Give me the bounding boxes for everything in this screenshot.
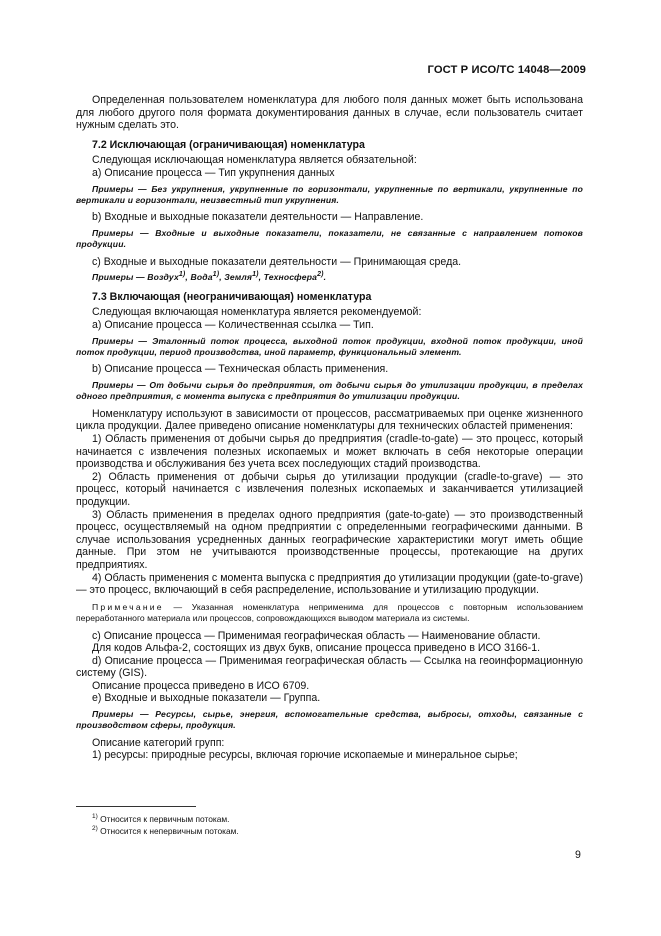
footnote-ref: 1) [212,271,220,279]
item-7-3-e: е) Входные и выходные показатели — Группа. [92,692,321,705]
section-7-3-lead: Следующая включающая номенклатура является рекомендуемой: [92,306,422,319]
example-7-3-a: Примеры — Эталонный поток процесса, выходной поток продукции, входной поток продукции, иной поток продукции, период производства, иной параметр, функциональный элемент. [76,335,583,357]
example-7-3-e: Примеры — Ресурсы, сырье, энергия, вспомогательные средства, выбросы, отходы, связанные с производством сферы, продукция. [76,709,583,731]
footnote-ref: 1) [252,271,259,279]
scope-item-3: 3) Область применения в пределах одного предприятия (gate-to-gate) — это производственный процесс, осуществляемый на одном предприятии с определенными географическими данными. В случае использования усредненных данных географические характеристики могут иметь общие данные. При этом не учитываются производственные процессы, протекающие на других предприятиях. [76,508,583,571]
note-paragraph [76,602,583,625]
item-7-3-d-text: Описание процесса приведено в ИСО 6709. [92,679,310,692]
scope-item-1: 1) Область применения от добычи сырья до предприятия (cradle-to-gate) — это процесс, который начинается с извлечения полезных ископаемых и может включать в себя некоторые операции производства и обслуживания без учета всех последующих стадий производства. [76,432,583,471]
example-prefix: Примеры — Воздух [92,272,179,283]
example-7-2-a: Примеры — Без укрупнения, укрупненные по горизонтали, укрупненные по вертикали, укрупненные по вертикали и горизонтали, неизвестный тип укрупнения. [76,183,583,205]
example-word: , Техносфера [258,272,318,283]
page-number: 9 [575,849,581,861]
footnote-text: Относится к первичным потокам. [100,814,230,824]
note-label: Примечание [92,601,164,612]
scope-item-2: 2) Область применения от добычи сырья до утилизации продукции (cradle-to-grave) — это процесс, который начинается с извлечения полезных ископаемых и заканчивается утилизацией продукции. [76,470,583,508]
item-7-3-d: d) Описание процесса — Применимая географическая область — Ссылка на геоинформационную систему (GIS). [76,654,583,680]
intro-paragraph: Определенная пользователем номенклатура для любого поля данных может быть использована для любого другого поля формата документирования данных в случае, если пользователь считает нужным сделать это. [76,94,583,132]
note-text: — Указанная номенклатура неприменима для процессов с повторным использованием переработанного материала или процессов, сопровождающихся выводом материала из системы. [76,601,583,624]
example-7-2-b: Примеры — Входные и выходные показатели, показатели, не связанные с направлением потоков продукции. [76,227,583,250]
footnote-separator [76,806,196,807]
footnote-1 [92,814,229,825]
groups-lead: Описание категорий групп: [92,736,225,749]
example-7-2-c [76,272,583,283]
example-7-3-b: Примеры — От добычи сырья до предприятия, от добычи сырья до утилизации продукции, в пределах одного предприятия, с момента выпуска с предприятия до утилизации продукции. [76,379,583,402]
example-end: . [323,272,327,283]
item-7-3-b: b) Описание процесса — Техническая область применения. [92,363,389,376]
item-7-3-c: с) Описание процесса — Применимая географическая область — Наименование области. [92,629,541,642]
footnote-text: Относится к непервичным потокам. [100,826,239,836]
section-7-2-lead: Следующая исключающая номенклатура является обязательной: [92,154,417,167]
page-content [76,94,583,762]
scope-item-4: 4) Область применения с момента выпуска с предприятия до утилизации продукции (gate-to-grave) — это процесс, включающий в себя распределение, использование и утилизацию продукции. [76,571,583,597]
section-7-3-heading: 7.3 Включающая (неограничивающая) номенклатура [92,290,372,303]
item-7-2-b: b) Входные и выходные показатели деятельности — Направление. [92,211,424,224]
footnote-mark: 1) [92,813,98,821]
example-word: , Вода [185,272,213,283]
footnote-ref: 2) [317,271,324,279]
section-7-2-heading: 7.2 Исключающая (ограничивающая) номенклатура [92,138,365,151]
document-code-header: ГОСТ Р ИСО/ТС 14048—2009 [427,64,586,76]
item-7-2-a: а) Описание процесса — Тип укрупнения данных [92,166,335,179]
item-7-3-a: а) Описание процесса — Количественная ссылка — Тип. [92,318,374,331]
nomenclature-paragraph: Номенклатуру используют в зависимости от процессов, рассматриваемых при оценке жизненного цикла продукции. Далее приведено описание номенклатуры для технических областей применения: [76,407,583,433]
footnote-mark: 2) [92,825,98,833]
groups-item-1: 1) ресурсы: природные ресурсы, включая горючие ископаемые и минеральное сырье; [92,749,518,762]
item-7-3-c-text: Для кодов Альфа-2, состоящих из двух букв, описание процесса приведено в ИСО 3166-1. [92,642,541,655]
footnote-2 [92,826,239,837]
example-word: , Земля [219,272,253,283]
footnote-ref: 1) [178,271,186,279]
item-7-2-c: с) Входные и выходные показатели деятельности — Принимающая среда. [92,255,462,268]
